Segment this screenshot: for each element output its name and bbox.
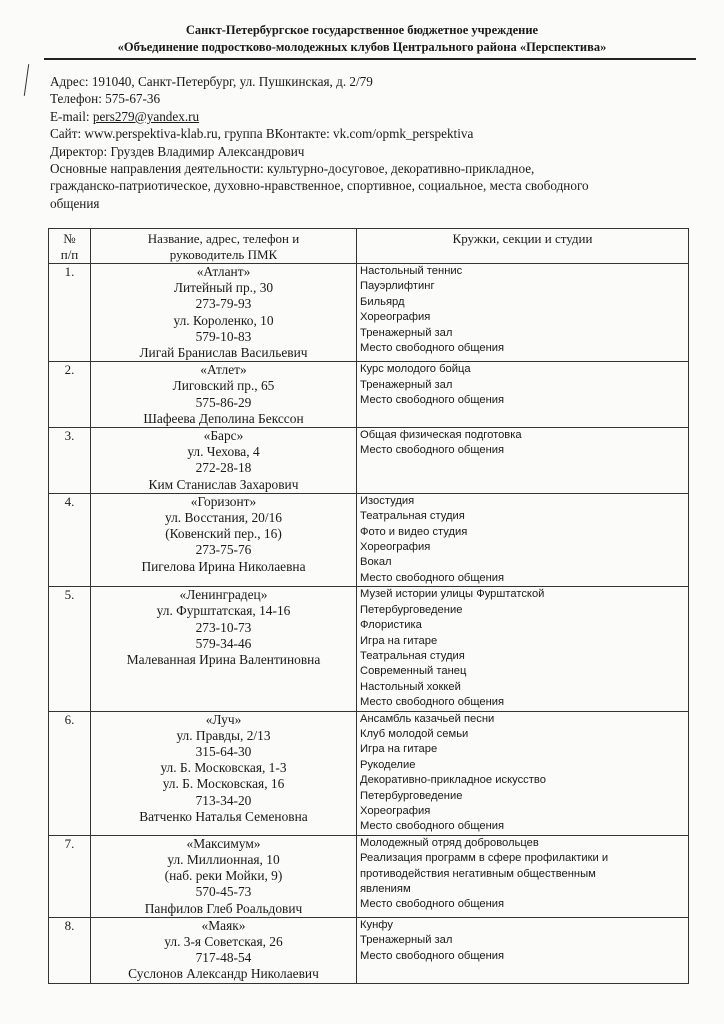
circle-item: Флористика xyxy=(360,619,422,632)
header-line-2: «Объединение подростково-молодежных клубов Центрального района «Перспектива» xyxy=(117,40,607,54)
email-label: E-mail: xyxy=(50,108,93,124)
club-detail-line: Суслонов Александр Николаевич xyxy=(128,966,319,982)
circle-item: Место свободного общения xyxy=(360,696,505,709)
circle-item: Изостудия xyxy=(360,494,415,507)
phone-line: Телефон: 575-67-36 xyxy=(50,91,161,107)
header-name-line-1: Название, адрес, телефон и xyxy=(147,231,300,246)
club-detail-line: 579-34-46 xyxy=(195,635,252,651)
directions-line-2: гражданско-патриотическое, духовно-нравственное, спортивное, социальное, места свободного xyxy=(50,178,589,194)
club-detail-line: 717-48-54 xyxy=(195,950,252,966)
circle-item: противодействия негативным общественным xyxy=(360,867,596,880)
header-num-line-1: № xyxy=(63,231,76,246)
email-link[interactable]: pers279@yandex.ru xyxy=(92,108,200,124)
club-info xyxy=(91,917,357,983)
club-detail-line: ул. Фурштатская, 14-16 xyxy=(156,603,291,619)
club-detail-line: Ким Станислав Захарович xyxy=(148,476,299,492)
table-row xyxy=(49,428,689,494)
table-body xyxy=(49,264,689,984)
circle-item: Ансамбль казачьей песни xyxy=(360,712,495,725)
circle-item: Место свободного общения xyxy=(360,898,505,911)
club-detail-line: Пигелова Ирина Николаевна xyxy=(141,558,306,574)
header-num-line-2: п/п xyxy=(60,247,79,262)
club-detail-line: 579-10-83 xyxy=(195,328,252,344)
club-detail-line: Лигай Бранислав Васильевич xyxy=(139,345,308,361)
row-number: 6. xyxy=(49,711,91,835)
club-info xyxy=(91,835,357,917)
circle-item: Петербурговедение xyxy=(360,789,463,802)
circle-item: Хореография xyxy=(360,311,431,324)
club-detail-line: 272-28-18 xyxy=(195,460,252,476)
directions-line-3: общения xyxy=(50,195,100,211)
header-num xyxy=(49,229,91,264)
club-detail-line: (Ковенский пер., 16) xyxy=(165,526,282,542)
table-row xyxy=(49,493,689,586)
director-line: Директор: Груздев Владимир Александрович xyxy=(50,143,305,159)
club-detail-line: Шафеева Деполина Бекссон xyxy=(143,410,304,426)
club-detail-line: ул. Правды, 2/13 xyxy=(176,727,271,743)
circles-list xyxy=(357,835,689,917)
directions-line-1: Основные направления деятельности: культурно-досуговое, декоративно-прикладное, xyxy=(50,161,535,177)
club-detail-line: 713-34-20 xyxy=(195,792,252,808)
row-number: 3. xyxy=(49,428,91,494)
circle-item: Место свободного общения xyxy=(360,394,505,407)
circles-list xyxy=(357,428,689,494)
row-number: 7. xyxy=(49,835,91,917)
club-detail-line: 570-45-73 xyxy=(195,884,252,900)
header-line-1: Санкт-Петербургское государственное бюджетное учреждение xyxy=(185,23,539,37)
circle-item: Тренажерный зал xyxy=(360,378,453,391)
club-name: «Атлет» xyxy=(200,362,247,378)
club-name: «Ленинградец» xyxy=(179,587,268,603)
address-line: Адрес: 191040, Санкт-Петербург, ул. Пушкинская, д. 2/79 xyxy=(50,74,373,89)
club-name: «Луч» xyxy=(205,711,242,727)
circle-item: Петербурговедение xyxy=(360,603,463,616)
circles-list xyxy=(357,587,689,711)
club-info xyxy=(91,587,357,711)
circle-item: Игра на гитаре xyxy=(360,743,438,756)
contact-info xyxy=(50,73,700,212)
circles-list xyxy=(357,264,689,362)
circle-item: Музей истории улицы Фурштатской xyxy=(360,588,545,601)
circle-item: Настольный хоккей xyxy=(360,680,461,693)
club-detail-line: Панфилов Глеб Роальдович xyxy=(144,900,303,916)
club-name: «Атлант» xyxy=(196,264,251,279)
club-detail-line: Ватченко Наталья Семеновна xyxy=(139,808,308,824)
circle-item: Тренажерный зал xyxy=(360,326,453,339)
club-detail-line: 273-79-93 xyxy=(195,296,252,312)
circle-item: Реализация программ в сфере профилактики и xyxy=(360,852,609,865)
clubs-table xyxy=(48,228,689,984)
club-detail-line: Литейный пр., 30 xyxy=(173,280,274,296)
circle-item: Вокал xyxy=(360,556,392,569)
club-detail-line: 273-75-76 xyxy=(195,542,252,558)
circle-item: Декоративно-прикладное искусство xyxy=(360,774,546,787)
circle-item: Молодежный отряд добровольцев xyxy=(360,836,539,849)
club-info xyxy=(91,362,357,428)
row-number: 8. xyxy=(49,917,91,983)
circle-item: Курс молодого бойца xyxy=(360,363,471,376)
circle-item: Пауэрлифтинг xyxy=(360,280,435,293)
table-row xyxy=(49,587,689,711)
circle-item: Место свободного общения xyxy=(360,444,505,457)
club-name: «Барс» xyxy=(203,428,244,444)
table-row xyxy=(49,711,689,835)
circle-item: Фото и видео студия xyxy=(360,525,468,538)
table-header-row xyxy=(49,229,689,264)
club-detail-line: ул. 3-я Советская, 26 xyxy=(164,934,283,949)
table-row xyxy=(49,917,689,983)
club-detail-line: ул. Миллионная, 10 xyxy=(167,851,280,867)
circle-item: Театральная студия xyxy=(360,649,465,662)
club-info xyxy=(91,711,357,835)
club-detail-line: 315-64-30 xyxy=(195,743,252,759)
circle-item: Место свободного общения xyxy=(360,949,505,962)
email-line xyxy=(50,108,700,125)
table-row xyxy=(49,835,689,917)
circle-item: Современный танец xyxy=(360,665,467,678)
circle-item: Рукоделие xyxy=(360,758,416,771)
club-info xyxy=(91,428,357,494)
table-row xyxy=(49,264,689,362)
circle-item: Тренажерный зал xyxy=(360,934,453,947)
circles-list xyxy=(357,711,689,835)
circles-list xyxy=(357,917,689,983)
circle-item: Клуб молодой семьи xyxy=(360,727,469,740)
club-info xyxy=(91,264,357,362)
club-name: «Маяк» xyxy=(201,917,246,933)
club-detail-line: ул. Восстания, 20/16 xyxy=(165,510,282,526)
table-row xyxy=(49,362,689,428)
circles-list xyxy=(357,493,689,586)
club-name: «Максимум» xyxy=(186,835,261,851)
club-detail-line: ул. Б. Московская, 1-3 xyxy=(160,760,287,776)
circles-list xyxy=(357,362,689,428)
circle-item: Хореография xyxy=(360,541,431,554)
row-number: 4. xyxy=(49,493,91,586)
circle-item: Театральная студия xyxy=(360,510,465,523)
circle-item: Общая физическая подготовка xyxy=(360,429,522,442)
document-header xyxy=(0,22,724,56)
club-info xyxy=(91,493,357,586)
header-name xyxy=(91,229,357,264)
circle-item: Место свободного общения xyxy=(360,342,505,355)
row-number: 5. xyxy=(49,587,91,711)
club-detail-line: ул. Короленко, 10 xyxy=(173,312,274,328)
club-detail-line: 273-10-73 xyxy=(195,619,252,635)
circle-item: Бильярд xyxy=(360,295,405,308)
pen-mark xyxy=(24,64,29,96)
circle-item: Место свободного общения xyxy=(360,571,505,584)
circle-item: Место свободного общения xyxy=(360,820,505,833)
circle-item: явлениям xyxy=(360,883,411,895)
club-detail-line: Лиговский пр., 65 xyxy=(172,378,275,394)
header-circles: Кружки, секции и студии xyxy=(357,229,689,264)
circle-item: Игра на гитаре xyxy=(360,634,438,647)
circle-item: Настольный теннис xyxy=(360,265,463,277)
circle-item: Кунфу xyxy=(360,918,393,931)
row-number: 1. xyxy=(49,264,91,362)
circle-item: Хореография xyxy=(360,804,431,817)
club-detail-line: (наб. реки Мойки, 9) xyxy=(164,868,283,884)
row-number: 2. xyxy=(49,362,91,428)
site-line: Сайт: www.perspektiva-klab.ru, группа ВКонтакте: vk.com/opmk_perspektiva xyxy=(50,126,474,142)
club-detail-line: ул. Чехова, 4 xyxy=(187,444,260,460)
club-name: «Горизонт» xyxy=(190,493,257,509)
club-detail-line: Малеванная Ирина Валентиновна xyxy=(126,652,321,668)
club-detail-line: 575-86-29 xyxy=(195,394,252,410)
club-detail-line: ул. Б. Московская, 16 xyxy=(162,776,285,792)
header-name-line-2: руководитель ПМК xyxy=(169,247,278,262)
header-rule xyxy=(44,58,696,60)
